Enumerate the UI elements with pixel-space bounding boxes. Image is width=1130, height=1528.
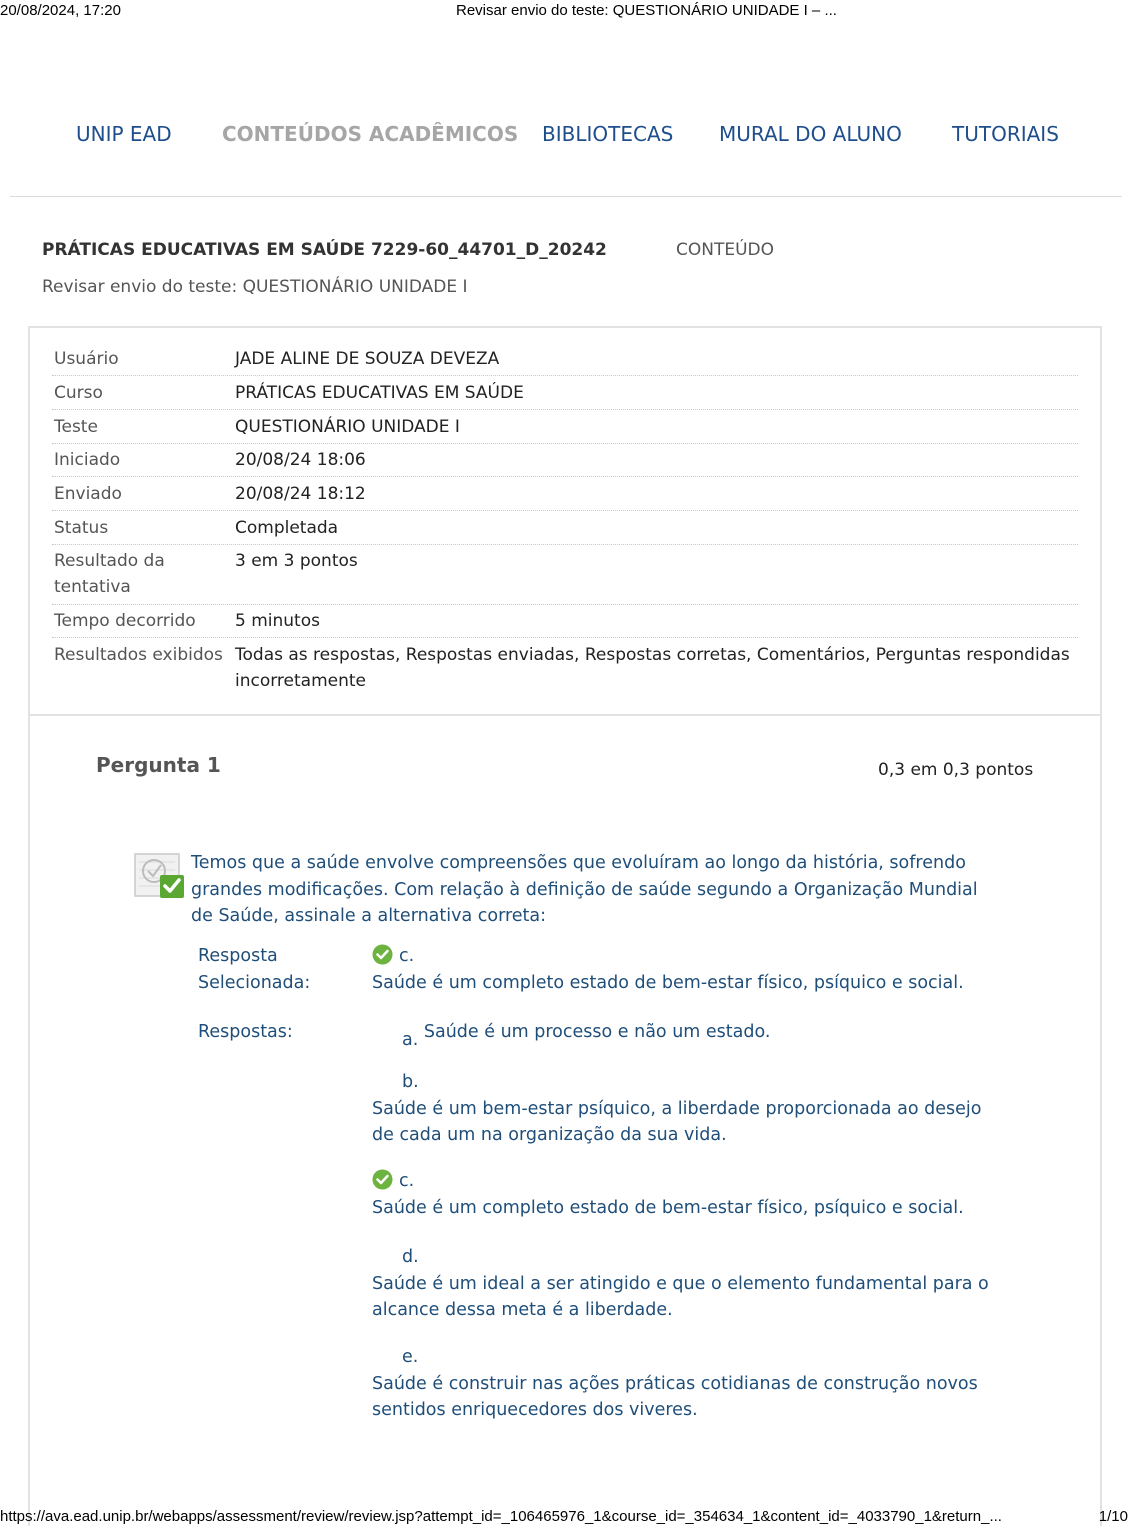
- answer-letter: d.: [402, 1247, 419, 1267]
- print-footer: [0, 1506, 1130, 1528]
- info-label: Resultado da tentativa: [54, 551, 165, 597]
- selected-answer: [372, 943, 1002, 996]
- nav-tutoriais[interactable]: TUTORIAIS: [952, 122, 1059, 146]
- info-value: Completada: [235, 518, 339, 538]
- info-row-resultados-exibidos: [52, 642, 1078, 698]
- graded-correct-icon: [134, 850, 186, 900]
- info-row-iniciado: [52, 447, 1078, 477]
- answer-text: Saúde é um ideal a ser atingido e que o elemento fundamental para o alcance dessa meta é a liberdade.: [372, 1273, 989, 1320]
- content-link[interactable]: CONTEÚDO: [676, 240, 775, 260]
- selected-answer-label: Resposta Selecionada:: [198, 946, 311, 993]
- nav-mural-do-aluno[interactable]: MURAL DO ALUNO: [719, 122, 902, 146]
- answer-option-d: [372, 1244, 1002, 1324]
- answer-text: Saúde é um processo e não um estado.: [423, 1022, 771, 1042]
- info-row-status: [52, 515, 1078, 545]
- answer-option-e: [372, 1344, 1002, 1424]
- question-title: Pergunta 1: [96, 753, 221, 777]
- info-value: Todas as respostas, Respostas enviadas, Respostas corretas, Comentários, Perguntas respondidas incorretamente: [235, 645, 1070, 691]
- info-label: Iniciado: [54, 450, 121, 470]
- info-row-usuario: [52, 346, 1078, 376]
- nav-conteudos-academicos[interactable]: CONTEÚDOS ACADÊMICOS: [222, 122, 519, 146]
- course-title[interactable]: PRÁTICAS EDUCATIVAS EM SAÚDE 7229-60_44701_D_20242: [42, 240, 607, 260]
- info-value: QUESTIONÁRIO UNIDADE I: [235, 417, 460, 437]
- answer-option-a: [372, 1019, 1002, 1054]
- nav-divider: [10, 196, 1122, 197]
- print-url: https://ava.ead.unip.br/webapps/assessment/review/review.jsp?attempt_id=_106465976_1&course_id=_354634_1&content_id=_4033790_1&return_...: [0, 1508, 1002, 1525]
- answer-option-b: [372, 1069, 1002, 1149]
- answer-text: Saúde é um completo estado de bem-estar físico, psíquico e social.: [372, 1197, 964, 1218]
- top-nav: [0, 118, 1130, 158]
- info-label: Resultados exibidos: [54, 645, 223, 665]
- breadcrumb: Revisar envio do teste: QUESTIONÁRIO UNIDADE I: [42, 277, 468, 297]
- info-label: Status: [54, 518, 109, 538]
- info-value: 5 minutos: [235, 611, 320, 631]
- check-circle-icon: [372, 944, 393, 965]
- question-score: 0,3 em 0,3 pontos: [878, 760, 1034, 780]
- nav-bibliotecas[interactable]: BIBLIOTECAS: [542, 122, 674, 146]
- nav-unip-ead[interactable]: UNIP EAD: [76, 122, 172, 146]
- info-row-curso: [52, 380, 1078, 410]
- info-value: 20/08/24 18:06: [235, 450, 366, 470]
- info-row-teste: [52, 414, 1078, 444]
- answer-letter: a.: [402, 1030, 419, 1050]
- answer-text: Saúde é um completo estado de bem-estar físico, psíquico e social.: [372, 972, 964, 993]
- print-header: [0, 0, 1130, 22]
- info-label: Teste: [54, 417, 98, 437]
- info-label: Usuário: [54, 349, 119, 369]
- info-value: 3 em 3 pontos: [235, 551, 358, 571]
- answer-letter: b.: [402, 1072, 419, 1092]
- answer-option-c: [372, 1168, 1002, 1221]
- info-row-resultado: [52, 548, 1078, 605]
- print-title: Revisar envio do teste: QUESTIONÁRIO UNIDADE I – ...: [456, 2, 837, 19]
- answer-letter: c.: [399, 1171, 415, 1191]
- answer-text: Saúde é um bem-estar psíquico, a liberdade proporcionada ao desejo de cada um na organização da sua vida.: [372, 1098, 982, 1145]
- attempt-info-panel: [30, 328, 1100, 716]
- check-circle-icon: [372, 1169, 393, 1190]
- answers-label: Respostas:: [198, 1022, 293, 1042]
- print-page-number: 1/10: [1098, 1508, 1128, 1525]
- answer-text: Saúde é construir nas ações práticas cotidianas de construção novos sentidos enriquecedores dos viveres.: [372, 1373, 978, 1420]
- info-row-enviado: [52, 481, 1078, 511]
- info-label: Tempo decorrido: [54, 611, 196, 631]
- answer-letter: e.: [402, 1347, 419, 1367]
- info-value: PRÁTICAS EDUCATIVAS EM SAÚDE: [235, 383, 524, 403]
- answer-letter: c.: [399, 946, 415, 966]
- info-value: JADE ALINE DE SOUZA DEVEZA: [235, 349, 500, 369]
- print-datetime: 20/08/2024, 17:20: [0, 2, 121, 19]
- info-label: Enviado: [54, 484, 122, 504]
- info-value: 20/08/24 18:12: [235, 484, 366, 504]
- question-text: Temos que a saúde envolve compreensões que evoluíram ao longo da história, sofrendo grandes modificações. Com relação à definição de saúde segundo a Organização Mundial de Saúde, assinale a alternativa correta:: [191, 853, 978, 926]
- info-label: Curso: [54, 383, 103, 403]
- info-row-tempo: [52, 608, 1078, 638]
